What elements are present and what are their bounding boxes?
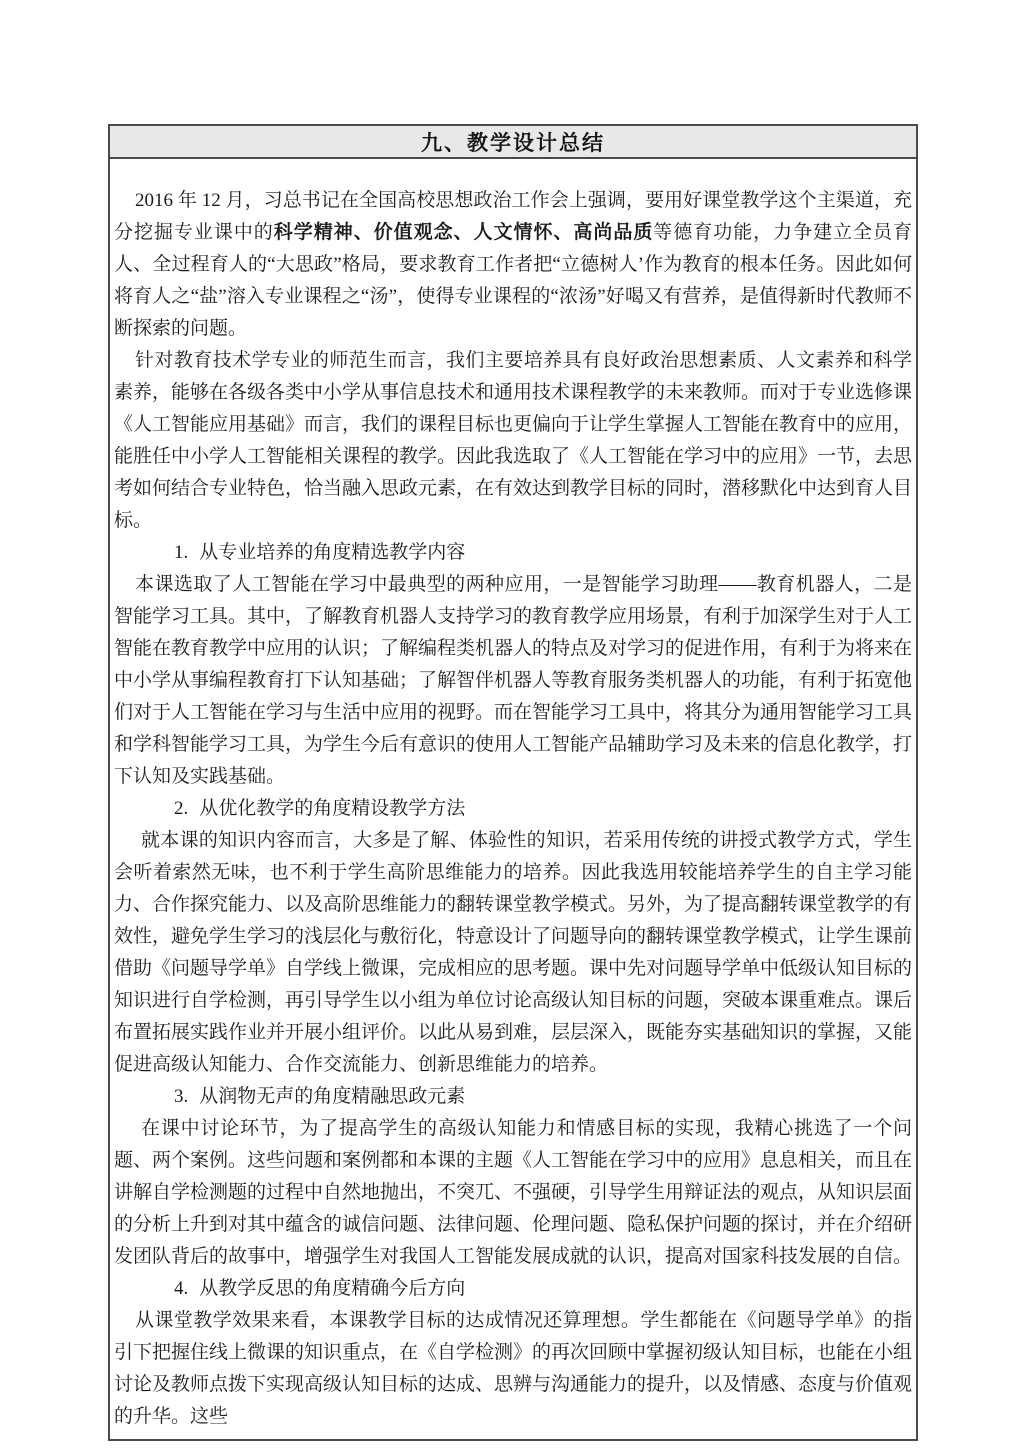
section-number-3: 3. (174, 1086, 189, 1107)
section-number-2: 2. (174, 798, 189, 819)
section-body-3: 在课中讨论环节，为了提高学生的高级认知能力和情感目标的实现，我精心挑选了一个问题、两个案例。这些问题和案例都和本课的主题《人工智能在学习中的应用》息息相关，而且在讲解自学检测题的过程中自然地抛出，不突兀、不强硬，引导学生用辩证法的观点，从知识层面的分析上升到对其中蕴含的诚信问题、法律问题、伦理问题、隐私保护问题的探讨，并在介绍研发团队背后的故事中，增强学生对我国人工智能发展成就的认识，提高对国家科技发展的自信。 (114, 1118, 913, 1267)
section-heading-1 (114, 537, 912, 569)
section-title: 九、教学设计总结 (421, 130, 605, 155)
paragraph-intro (114, 185, 912, 345)
section-body-2: 就本课的知识内容而言，大多是了解、体验性的知识，若采用传统的讲授式教学方式，学生会听着索然无味，也不利于学生高阶思维能力的培养。因此我选用较能培养学生的自主学习能力、合作探究能力、以及高阶思维能力的翻转课堂教学模式。另外，为了提高翻转课堂教学的有效性，避免学生学习的浅层化与敷衍化，特意设计了问题导向的翻转课堂教学模式，让学生课前借助《问题导学单》自学线上微课，完成相应的思考题。课中先对问题导学单中低级认知目标的知识进行自学检测，再引导学生以小组为单位讨论高级认知目标的问题，突破本课重难点。课后布置拓展实践作业并开展小组评价。以此从易到难，层层深入，既能夯实基础知识的掌握，又能促进高级认知能力、合作交流能力、创新思维能力的培养。 (114, 830, 913, 1075)
section-number-4: 4. (174, 1278, 189, 1299)
summary-table (108, 124, 918, 1441)
intro-bold-emphasis: 科学精神、价值观念、人文情怀、高尚品质 (273, 222, 654, 243)
intro-text-post: 等德育功能，力争建立全员育人、全过程育人的“大思政”格局，要求教育工作者把“立德树人’作为教育的根本任务。因此如何将育人之“盐”溶入专业课程之“汤”，使得专业课程的“浓汤”好喝又有营养，是值得新时代教师不断探索的问题。 (114, 222, 912, 339)
section-heading-label-4: 从教学反思的角度精确今后方向 (199, 1278, 466, 1299)
intro-text-pre: 2016 年 12 月，习总书记在全国高校思想政治工作会上强调，要用好课堂教学这个主渠道，充分挖掘专业课中的 (114, 190, 912, 243)
section-heading-label-2: 从优化教学的角度精设教学方法 (199, 798, 466, 819)
section-heading-4 (114, 1273, 912, 1305)
section-body-4: 从课堂教学效果来看，本课教学目标的达成情况还算理想。学生都能在《问题导学单》的指引下把握住线上微课的知识重点，在《自学检测》的再次回顾中掌握初级认知目标，也能在小组讨论及教师点拨下实现高级认知目标的达成、思辨与沟通能力的提升，以及情感、态度与价值观的升华。这些 (114, 1310, 913, 1427)
section-heading-3 (114, 1081, 912, 1113)
section-heading-label-3: 从润物无声的角度精融思政元素 (199, 1086, 466, 1107)
section-body-1: 本课选取了人工智能在学习中最典型的两种应用，一是智能学习助理——教育机器人，二是智能学习工具。其中，了解教育机器人支持学习的教育教学应用场景，有利于加深学生对于人工智能在教育教学中应用的认识；了解编程类机器人的特点及对学习的促进作用，有利于为将来在中小学从事编程教育打下认知基础；了解智伴机器人等教育服务类机器人的功能，有利于拓宽他们对于人工智能在学习与生活中应用的视野。而在智能学习工具中，将其分为通用智能学习工具和学科智能学习工具，为学生今后有意识的使用人工智能产品辅助学习及未来的信息化教学，打下认知及实践基础。 (114, 574, 913, 787)
table-body-cell (110, 159, 916, 1439)
table-header-row (110, 126, 916, 159)
paragraph-background: 针对教育技术学专业的师范生而言，我们主要培养具有良好政治思想素质、人文素养和科学素养，能够在各级各类中小学从事信息技术和通用技术课程教学的未来教师。而对于专业选修课《人工智能应用基础》而言，我们的课程目标也更偏向于让学生掌握人工智能在教育中的应用，能胜任中小学人工智能相关课程的教学。因此我选取了《人工智能在学习中的应用》一节，去思考如何结合专业特色，恰当融入思政元素，在有效达到教学目标的同时，潜移默化中达到育人目标。 (114, 350, 913, 531)
section-heading-2 (114, 793, 912, 825)
section-heading-label-1: 从专业培养的角度精选教学内容 (199, 542, 466, 563)
section-number-1: 1. (174, 542, 189, 563)
